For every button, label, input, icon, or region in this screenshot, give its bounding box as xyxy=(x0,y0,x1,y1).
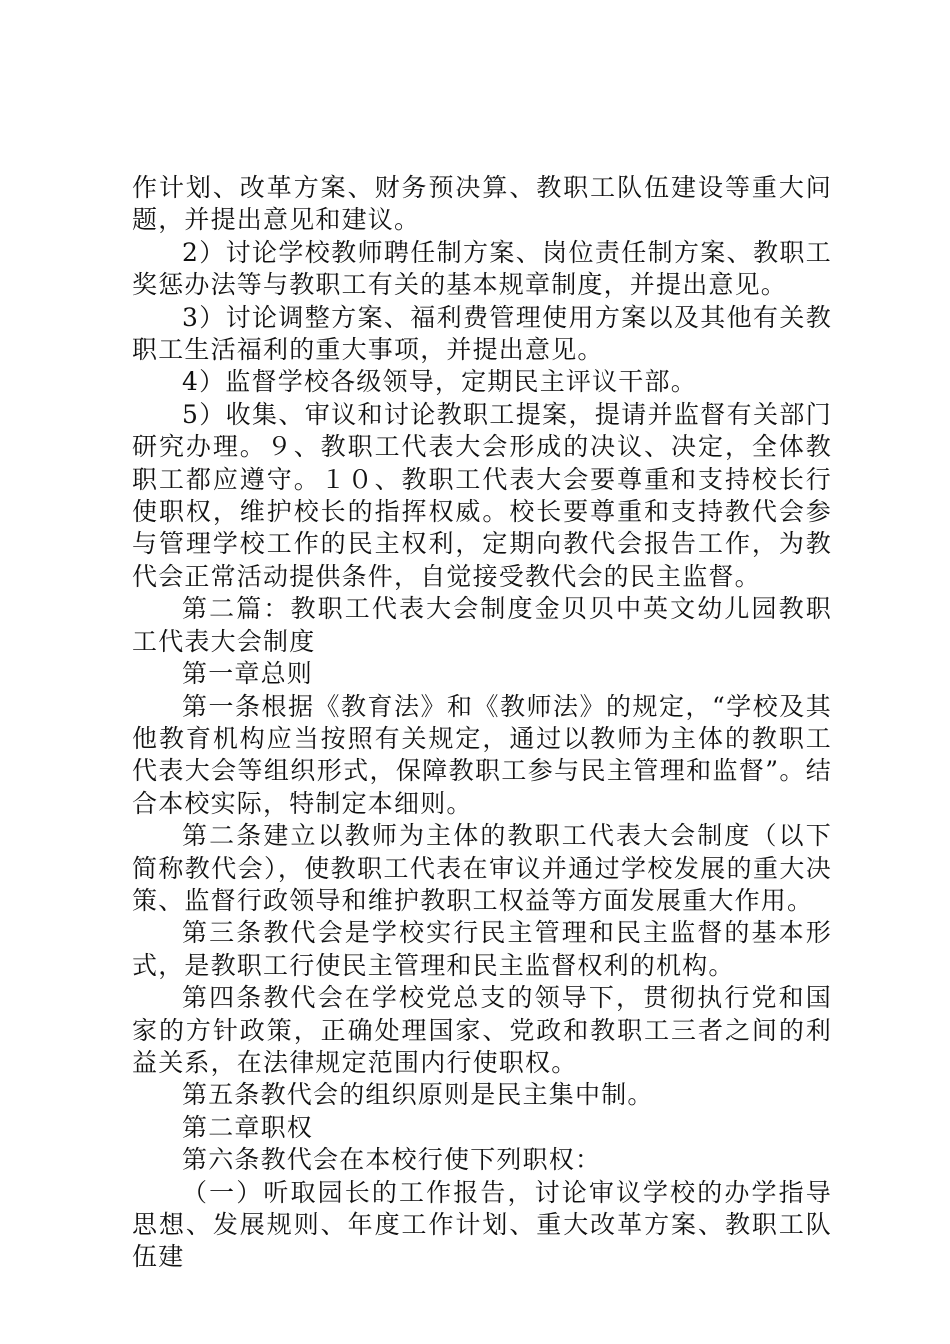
article-5: 第五条教代会的组织原则是民主集中制。 xyxy=(182,1080,654,1110)
chapter-heading-2: 第二章职权 xyxy=(182,1112,314,1142)
section-title: 第二篇：教职工代表大会制度金贝贝中英文幼儿园教职工代表大会制度 xyxy=(132,594,832,656)
article-1: 第一条根据《教育法》和《教师法》的规定，“学校及其他教育机构应当按照有关规定，通过以教师为主体的教职工代表大会等组织形式，保障教职工参与民主管理和监督”。结合本校实际，特制定本细则。 xyxy=(132,691,832,818)
article-3: 第三条教代会是学校实行民主管理和民主监督的基本形式，是教职工行使民主管理和民主监督权利的机构。 xyxy=(132,918,832,980)
paragraph-5: 5）收集、审议和讨论教职工提案，提请并监督有关部门研究办理。９、教职工代表大会形成的决议、决定，全体教职工都应遵守。１０、教职工代表大会要尊重和支持校长行使职权，维护校长的指挥权威。校长要尊重和支持教代会参与管理学校工作的民主权利，定期向教代会报告工作，为教代会正常活动提供条件，自觉接受教代会的民主监督。 xyxy=(132,399,832,591)
paragraph-1: 作计划、改革方案、财务预决算、教职工队伍建设等重大问题，并提出意见和建议。 xyxy=(132,173,832,235)
article-6-item-1: （一）听取园长的工作报告，讨论审议学校的办学指导思想、发展规则、年度工作计划、重大改革方案、教职工队伍建 xyxy=(132,1177,832,1272)
paragraph-3: 3）讨论调整方案、福利费管理使用方案以及其他有关教职工生活福利的重大事项，并提出意见。 xyxy=(132,302,832,365)
article-2: 第二条建立以教师为主体的教职工代表大会制度（以下简称教代会），使教职工代表在审议并通过学校发展的重大决策、监督行政领导和维护教职工权益等方面发展重大作用。 xyxy=(132,821,832,915)
article-4: 第四条教代会在学校党总支的领导下，贯彻执行党和国家的方针政策，正确处理国家、党政和教职工三者之间的利益关系，在法律规定范围内行使职权。 xyxy=(132,983,832,1077)
document-page xyxy=(132,172,832,1274)
chapter-heading-1: 第一章总则 xyxy=(182,659,314,689)
paragraph-2: 2）讨论学校教师聘任制方案、岗位责任制方案、教职工奖惩办法等与教职工有关的基本规章制度，并提出意见。 xyxy=(132,237,832,300)
article-6: 第六条教代会在本校行使下列职权： xyxy=(182,1145,602,1175)
paragraph-4: 4）监督学校各级领导，定期民主评议干部。 xyxy=(182,367,697,397)
